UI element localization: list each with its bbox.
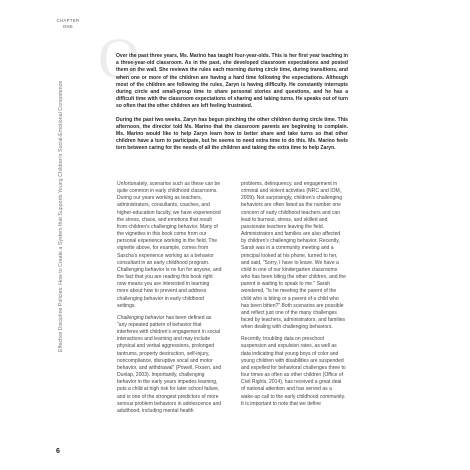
running-book-title: Effective Discipline Policies: How to Create a System that Supports Young Children's Social-Emotional Competence <box>58 80 64 352</box>
chapter-word: CHAPTER <box>56 18 80 23</box>
body-right-paragraph-2: Recently, troubling data on preschool suspension and expulsion rates, as well as data indicating that young boys of color and young children with disabilities are suspended and expelled for behavioral challenges three to four times as often as other children (Office of Civil Rights, 2014), has received a great deal of national attention and has served as a wake-up call to the early childhood community. It is important to note that we define <box>241 336 346 407</box>
chapter-label <box>48 18 88 30</box>
body-right-paragraph-1: problems, delinquency, and engagement in criminal and violent activities (NRC and IOM, 2009). Not surprisingly, children's challenging behaviors are often listed as the number one concern of early childhood teachers and can lead to burnout, stress, and skilled and passionate teachers leaving the field. Administrators and families are also affected by children's challenging behavior. Recently, Sarah was in a community meeting and a principal looked at his phone, turned to her, and said, "Sorry, I have to leave. We have a child in one of our kindergarten classrooms who has been biting the other children, and the parent is waiting to speak to me." Sarah wondered, "Is he meeting the parent of the child who is biting or a parent of a child who has been bitten?" Both scenarios are possible and reflect just one of the many challenges faced by teachers, administrators, and families when dealing with challenging behaviors. <box>241 181 346 331</box>
body-left-paragraph-1: Unfortunately, scenarios such as these can be quite common in early childhood classrooms. During our years working as teachers, administrators, consultants, coaches, and higher-education faculty, we have experienced the stress, chaos, and emotions that result from children's challenging behavior. Many of the vignettes in this book come from our personal experience working in the field. The vignette above, for example, comes from Sascha's experience working as a behavior consultant in an early childhood program. Challenging behavior is no fun for anyone, and the fact that you are reading this book right now means you are interested in learning more about how to prevent and address challenging behavior in early childhood settings. <box>117 181 222 309</box>
body-column-right <box>241 181 346 413</box>
vignette-text <box>116 53 348 159</box>
vignette-paragraph-1: Over the past three years, Ms. Marino has taught four-year-olds. This is her first year teaching in a three-year-old classroom. As in the past, she developed classroom expectations and posted them on the wall. She reviews the rules each morning during circle time, during transitions, and when one or more of the children are having a hard time following the expectations. Although most of the children are following the rules, Zaryn is having difficulty. He constantly interrupts during circle and small-group time to share personal stories and questions, and he has a difficult time with the classroom expectations of sharing and taking turns. He speaks out of turn so often that the other children are left feeling frustrated. <box>116 53 348 110</box>
drop-letter-decoration: O <box>98 26 140 91</box>
term-challenging-behavior: Challenging behavior <box>117 314 165 321</box>
body-column-left <box>117 181 222 420</box>
body-left-paragraph-2-text: has been defined as "any repeated pattern of behavior that interferes with children's engagement in social interactions and learning and may include physical and verbal aggressions, prolonged tantrums, property destruction, self-injury, noncompliance, disruptive vocal and motor behavior, and withdrawal" (Powell, Fixsen, and Dunlap, 2003). Importantly, challenging behavior in the early years impedes learning, puts a child at high risk for later school failure, and is one of the strongest predictors of more serious problem behaviors in adolescence and adulthood, including mental health <box>117 314 222 414</box>
chapter-number: ONE <box>62 24 74 29</box>
vignette-paragraph-2: During the past two weeks, Zaryn has begun pinching the other children during circle time. This afternoon, the director told Ms. Marino that the classroom parents are beginning to complain. Ms. Marino would like to help Zaryn learn how to better share and take turns so that other children have a turn to participate, but he seems to need extra time to do this. Ms. Marino feels torn between caring for the needs of all the children and taking the extra time to help Zaryn. <box>116 116 348 152</box>
body-left-paragraph-2 <box>117 315 222 415</box>
page-number: 6 <box>56 448 60 455</box>
